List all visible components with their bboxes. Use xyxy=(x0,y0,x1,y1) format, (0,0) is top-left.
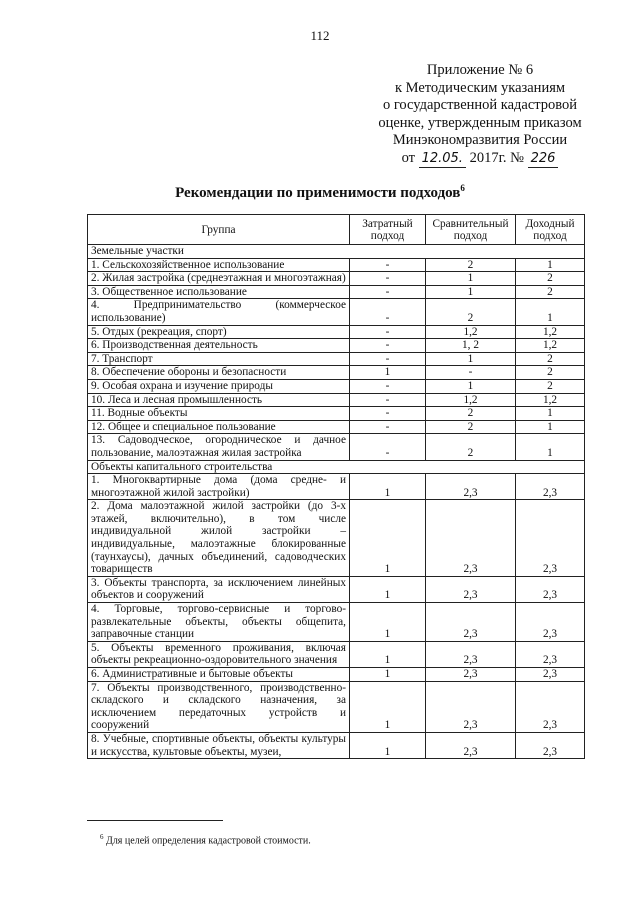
cost-cell: 1 xyxy=(350,681,426,732)
income-cell: 1 xyxy=(516,299,585,325)
group-cell: 7. Объекты производственного, производственно-складского и складского назначения, за исключением передаточных устройств и сооружений xyxy=(88,681,350,732)
income-cell: 1 xyxy=(516,258,585,272)
comparative-cell: 1 xyxy=(426,379,516,393)
table-row xyxy=(88,576,585,602)
group-cell: 1. Сельскохозяйственное использование xyxy=(88,258,350,272)
group-cell: 10. Леса и лесная промышленность xyxy=(88,393,350,407)
comparative-cell: 2 xyxy=(426,299,516,325)
table-row xyxy=(88,325,585,339)
handwritten-date: 12.05. xyxy=(419,150,466,169)
income-cell: 2 xyxy=(516,285,585,299)
section-capital: Объекты капитального строительства xyxy=(88,460,585,474)
table-row xyxy=(88,681,585,732)
group-cell: 6. Административные и бытовые объекты xyxy=(88,668,350,682)
handwritten-order-number: 226 xyxy=(528,150,559,169)
group-cell: 8. Обеспечение обороны и безопасности xyxy=(88,366,350,380)
table-row xyxy=(88,366,585,380)
table-row xyxy=(88,393,585,407)
approaches-table xyxy=(87,214,585,759)
income-cell: 1,2 xyxy=(516,325,585,339)
group-cell: 13. Садоводческое, огородническое и дачное пользование, малоэтажная жилая застройка xyxy=(88,434,350,460)
cost-cell: 1 xyxy=(350,576,426,602)
appendix-line: Приложение № 6 xyxy=(426,62,534,78)
comparative-cell: 1,2 xyxy=(426,393,516,407)
table-row xyxy=(88,352,585,366)
cost-cell: 1 xyxy=(350,366,426,380)
footnote-text: Для целей определения кадастровой стоимости. xyxy=(106,835,311,847)
comparative-cell: 2,3 xyxy=(426,732,516,758)
income-cell: 2,3 xyxy=(516,641,585,667)
income-cell: 1,2 xyxy=(516,393,585,407)
title-text: Рекомендации по применимости подходов xyxy=(175,185,461,201)
cost-cell: - xyxy=(350,379,426,393)
table-row xyxy=(88,407,585,421)
group-cell: 6. Производственная деятельность xyxy=(88,339,350,353)
comparative-cell: 1,2 xyxy=(426,325,516,339)
comparative-cell: 2 xyxy=(426,434,516,460)
header-group: Группа xyxy=(88,215,350,245)
table-row xyxy=(88,732,585,758)
comparative-cell: 2 xyxy=(426,420,516,434)
table-row xyxy=(88,339,585,353)
cost-cell: 1 xyxy=(350,641,426,667)
income-cell: 2 xyxy=(516,366,585,380)
cost-cell: 1 xyxy=(350,668,426,682)
group-cell: 4. Торговые, торгово-сервисные и торгово-развлекательные объекты, объекты общепита, заправочные станции xyxy=(88,603,350,642)
cost-cell: - xyxy=(350,272,426,286)
group-cell: 2. Жилая застройка (среднеэтажная и многоэтажная) xyxy=(88,272,350,286)
group-cell: 12. Общее и специальное пользование xyxy=(88,420,350,434)
cost-cell: 1 xyxy=(350,603,426,642)
group-cell: 4. Предпринимательство (коммерческое использование) xyxy=(88,299,350,325)
appendix-line: к Методическим указаниям xyxy=(394,79,566,96)
comparative-cell: 2,3 xyxy=(426,668,516,682)
income-cell: 2,3 xyxy=(516,732,585,758)
footnote-mark: 6 xyxy=(100,833,104,841)
comparative-cell: 2,3 xyxy=(426,500,516,577)
table-row xyxy=(88,603,585,642)
comparative-cell: 1, 2 xyxy=(426,339,516,353)
group-cell: 3. Общественное использование xyxy=(88,285,350,299)
income-cell: 1,2 xyxy=(516,339,585,353)
header-income: Доходный подход xyxy=(516,215,585,245)
group-cell: 9. Особая охрана и изучение природы xyxy=(88,379,350,393)
group-cell: 11. Водные объекты xyxy=(88,407,350,421)
table-row xyxy=(88,668,585,682)
group-cell: 1. Многоквартирные дома (дома средне- и многоэтажной жилой застройки) xyxy=(88,474,350,500)
cost-cell: 1 xyxy=(350,474,426,500)
date-prefix: от xyxy=(401,149,415,166)
income-cell: 2,3 xyxy=(516,668,585,682)
income-cell: 2 xyxy=(516,379,585,393)
income-cell: 2,3 xyxy=(516,500,585,577)
table-row xyxy=(88,474,585,500)
section-row-capital xyxy=(88,460,585,474)
cost-cell: - xyxy=(350,420,426,434)
comparative-cell: 2,3 xyxy=(426,474,516,500)
comparative-cell: 1 xyxy=(426,272,516,286)
table-row xyxy=(88,500,585,577)
table-row xyxy=(88,258,585,272)
table-row xyxy=(88,641,585,667)
income-cell: 2 xyxy=(516,352,585,366)
section-land: Земельные участки xyxy=(88,245,585,259)
comparative-cell: - xyxy=(426,366,516,380)
table-header-row xyxy=(88,215,585,245)
table-row xyxy=(88,285,585,299)
income-cell: 2,3 xyxy=(516,603,585,642)
income-cell: 2,3 xyxy=(516,576,585,602)
page-number: 112 xyxy=(310,28,330,43)
income-cell: 1 xyxy=(516,407,585,421)
comparative-cell: 2 xyxy=(426,258,516,272)
income-cell: 1 xyxy=(516,420,585,434)
group-cell: 5. Объекты временного проживания, включая объекты рекреационно-оздоровительного значения xyxy=(88,641,350,667)
cost-cell: - xyxy=(350,407,426,421)
table-row xyxy=(88,379,585,393)
footnote xyxy=(100,833,311,846)
income-cell: 2 xyxy=(516,272,585,286)
cost-cell: - xyxy=(350,339,426,353)
table-row xyxy=(88,434,585,460)
footnote-rule xyxy=(87,820,223,821)
header-cost: Затратный подход xyxy=(350,215,426,245)
comparative-cell: 2 xyxy=(426,407,516,421)
comparative-cell: 2,3 xyxy=(426,681,516,732)
appendix-line: Минэкономразвития России xyxy=(392,132,568,148)
cost-cell: - xyxy=(350,285,426,299)
appendix-date-line xyxy=(360,150,600,169)
group-cell: 2. Дома малоэтажной жилой застройки (до 3-х этажей, включительно), в том числе индивидуальной жилой застройки – индивидуальные, малоэтажные блокированные (таунхаусы), дачных объединений, садоводческих товариществ xyxy=(88,500,350,577)
cost-cell: - xyxy=(350,352,426,366)
group-cell: 3. Объекты транспорта, за исключением линейных объектов и сооружений xyxy=(88,576,350,602)
comparative-cell: 1 xyxy=(426,285,516,299)
group-cell: 7. Транспорт xyxy=(88,352,350,366)
cost-cell: 1 xyxy=(350,500,426,577)
income-cell: 2,3 xyxy=(516,681,585,732)
cost-cell: 1 xyxy=(350,732,426,758)
income-cell: 2,3 xyxy=(516,474,585,500)
cost-cell: - xyxy=(350,258,426,272)
cost-cell: - xyxy=(350,325,426,339)
order-year: 2017г. № xyxy=(469,149,524,166)
income-cell: 1 xyxy=(516,434,585,460)
title-footnote-mark: 6 xyxy=(460,183,465,193)
group-cell: 8. Учебные, спортивные объекты, объекты культуры и искусства, культовые объекты, музеи, xyxy=(88,732,350,758)
section-row-land xyxy=(88,245,585,259)
appendix-header xyxy=(360,62,600,168)
cost-cell: - xyxy=(350,299,426,325)
comparative-cell: 1 xyxy=(426,352,516,366)
table-row xyxy=(88,272,585,286)
group-cell: 5. Отдых (рекреация, спорт) xyxy=(88,325,350,339)
cost-cell: - xyxy=(350,393,426,407)
header-comparative: Сравнительный подход xyxy=(426,215,516,245)
document-title xyxy=(0,183,640,202)
appendix-line: о государственной кадастровой xyxy=(382,97,578,113)
table-row xyxy=(88,420,585,434)
cost-cell: - xyxy=(350,434,426,460)
comparative-cell: 2,3 xyxy=(426,641,516,667)
table-row xyxy=(88,299,585,325)
appendix-line: оценке, утвержденным приказом xyxy=(378,114,582,131)
comparative-cell: 2,3 xyxy=(426,576,516,602)
comparative-cell: 2,3 xyxy=(426,603,516,642)
